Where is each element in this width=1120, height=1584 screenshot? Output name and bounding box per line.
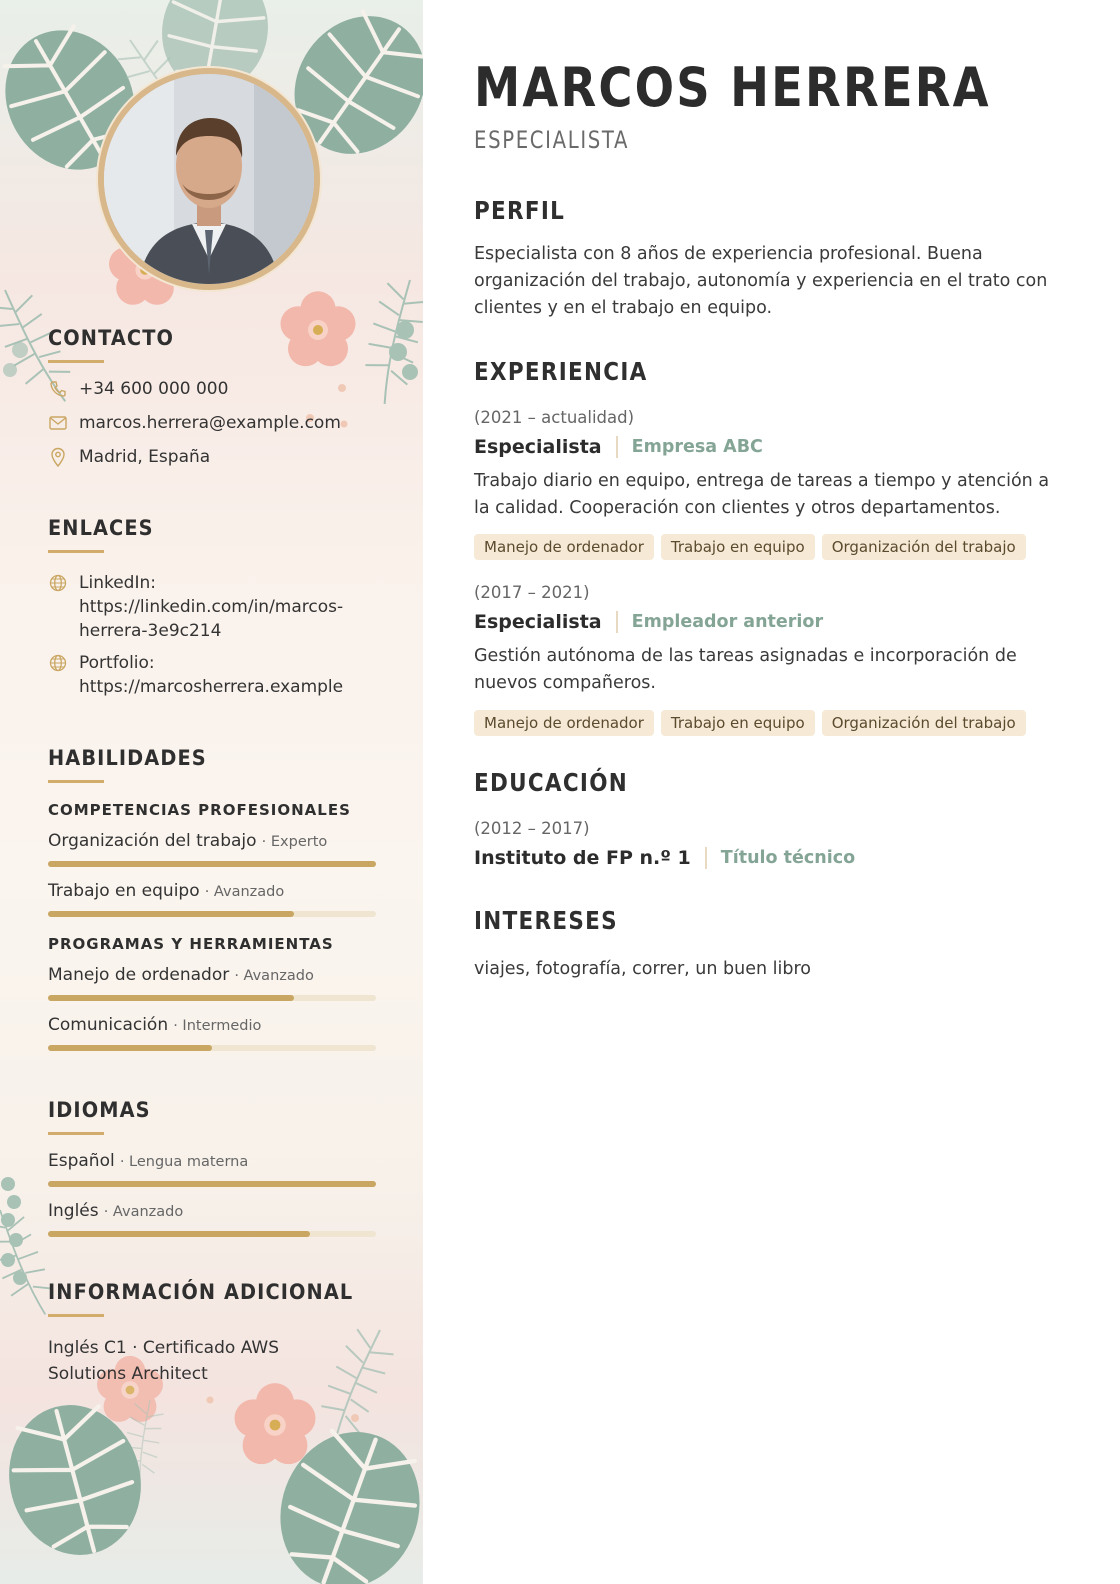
heading-underline	[48, 780, 104, 783]
job-title-line	[474, 436, 763, 458]
job-description: Gestión autónoma de las tareas asignadas e incorporación de nuevos compañeros.	[474, 646, 1017, 693]
language-bar	[48, 1231, 376, 1237]
skill-level: · Intermedio	[173, 1018, 262, 1034]
language-label: Inglés	[48, 1201, 99, 1221]
avatar	[104, 74, 314, 284]
job-company: Empresa ABC	[631, 437, 763, 457]
job-description: Trabajo diario en equipo, entrega de tareas a tiempo y atención a la calidad. Cooperación con clientes y otros departamentos.	[474, 471, 1050, 518]
job-tags	[474, 534, 1026, 560]
job-tags	[474, 710, 1026, 736]
skill-tag: Manejo de ordenador	[474, 710, 654, 736]
sidebar	[0, 0, 423, 1584]
skills-section	[48, 746, 378, 1051]
experience-heading: EXPERIENCIA	[474, 357, 648, 386]
education-line	[474, 847, 855, 869]
phone-icon	[48, 377, 68, 401]
skill-bar-fill	[48, 911, 294, 917]
person-name: MARCOS HERRERA	[474, 56, 991, 119]
interests-heading: INTERESES	[474, 906, 618, 935]
skills-heading: HABILIDADES	[48, 746, 207, 770]
skill-bar	[48, 861, 376, 867]
interests-text: viajes, fotografía, correr, un buen libro	[474, 959, 811, 979]
job-title-line	[474, 611, 823, 633]
language-level: · Lengua materna	[119, 1154, 249, 1170]
contact-section	[48, 326, 378, 469]
skill-bar-fill	[48, 995, 294, 1001]
education-heading: EDUCACIÓN	[474, 768, 629, 797]
skill-tag: Trabajo en equipo	[661, 534, 815, 560]
contact-location-text: Madrid, España	[79, 447, 211, 467]
contact-heading: CONTACTO	[48, 326, 175, 350]
skill-label: Organización del trabajo	[48, 831, 257, 851]
skill-tag: Organización del trabajo	[822, 534, 1026, 560]
globe-icon	[48, 571, 68, 595]
skills-group-title: PROGRAMAS Y HERRAMIENTAS	[48, 935, 334, 953]
education-dates: (2012 – 2017)	[474, 819, 590, 838]
skill-level: · Experto	[261, 834, 328, 850]
job-company: Empleador anterior	[631, 612, 824, 632]
language-bar	[48, 1181, 376, 1187]
job-title: Especialista	[474, 611, 602, 633]
skill-label: Comunicación	[48, 1015, 169, 1035]
heading-underline	[48, 1132, 104, 1135]
link-portfolio[interactable]	[48, 651, 378, 699]
links-section	[48, 516, 378, 699]
contact-email-text: marcos.herrera@example.com	[79, 413, 341, 433]
additional-info-text: Inglés C1 · Certificado AWS Solutions Architect	[48, 1338, 279, 1384]
education-school: Instituto de FP n.º 1	[474, 847, 691, 869]
skill-item	[48, 1015, 378, 1051]
contact-location	[48, 445, 378, 469]
education-degree: Título técnico	[720, 848, 856, 868]
job-dates: (2021 – actualidad)	[474, 408, 635, 427]
additional-info-heading: INFORMACIÓN ADICIONAL	[48, 1280, 354, 1304]
globe-icon	[48, 651, 68, 675]
heading-underline	[48, 1314, 104, 1317]
profile-photo-frame	[98, 68, 320, 290]
language-bar-fill	[48, 1181, 376, 1187]
languages-section	[48, 1098, 378, 1237]
link-linkedin-text: LinkedIn: https://linkedin.com/in/marcos-herrera-3e9c214	[79, 573, 344, 641]
divider	[616, 436, 618, 458]
profile-heading: PERFIL	[474, 196, 566, 225]
links-heading: ENLACES	[48, 516, 154, 540]
heading-underline	[48, 360, 104, 363]
contact-phone-text: +34 600 000 000	[79, 379, 229, 399]
skill-item	[48, 881, 378, 917]
skill-bar	[48, 911, 376, 917]
skill-item	[48, 831, 378, 867]
contact-phone[interactable]	[48, 377, 378, 401]
skill-label: Manejo de ordenador	[48, 965, 230, 985]
location-pin-icon	[48, 445, 68, 469]
job-title: Especialista	[474, 436, 602, 458]
contact-email[interactable]	[48, 411, 378, 435]
languages-heading: IDIOMAS	[48, 1098, 151, 1122]
language-bar-fill	[48, 1231, 310, 1237]
skill-label: Trabajo en equipo	[48, 881, 200, 901]
divider	[616, 611, 618, 633]
skill-item	[48, 965, 378, 1001]
link-portfolio-text: Portfolio: https://marcosherrera.example	[79, 653, 344, 697]
person-role: ESPECIALISTA	[474, 126, 630, 154]
skills-group-title: COMPETENCIAS PROFESIONALES	[48, 801, 351, 819]
heading-underline	[48, 550, 104, 553]
language-item	[48, 1151, 378, 1187]
profile-text: Especialista con 8 años de experiencia profesional. Buena organización del trabajo, autonomía y experiencia en el trato con clientes y en el trabajo en equipo.	[474, 244, 1048, 318]
link-linkedin[interactable]	[48, 571, 378, 643]
job-dates: (2017 – 2021)	[474, 583, 590, 602]
language-item	[48, 1201, 378, 1237]
skill-tag: Manejo de ordenador	[474, 534, 654, 560]
language-label: Español	[48, 1151, 115, 1171]
skill-bar	[48, 1045, 376, 1051]
mail-icon	[48, 411, 68, 435]
skill-level: · Avanzado	[234, 968, 314, 984]
language-level: · Avanzado	[103, 1204, 184, 1220]
skill-tag: Organización del trabajo	[822, 710, 1026, 736]
skill-level: · Avanzado	[204, 884, 285, 900]
profile-photo	[104, 74, 314, 284]
skill-bar-fill	[48, 861, 376, 867]
skill-bar-fill	[48, 1045, 212, 1051]
skill-tag: Trabajo en equipo	[661, 710, 815, 736]
skill-bar	[48, 995, 376, 1001]
additional-info-section	[48, 1280, 378, 1387]
divider	[705, 847, 707, 869]
